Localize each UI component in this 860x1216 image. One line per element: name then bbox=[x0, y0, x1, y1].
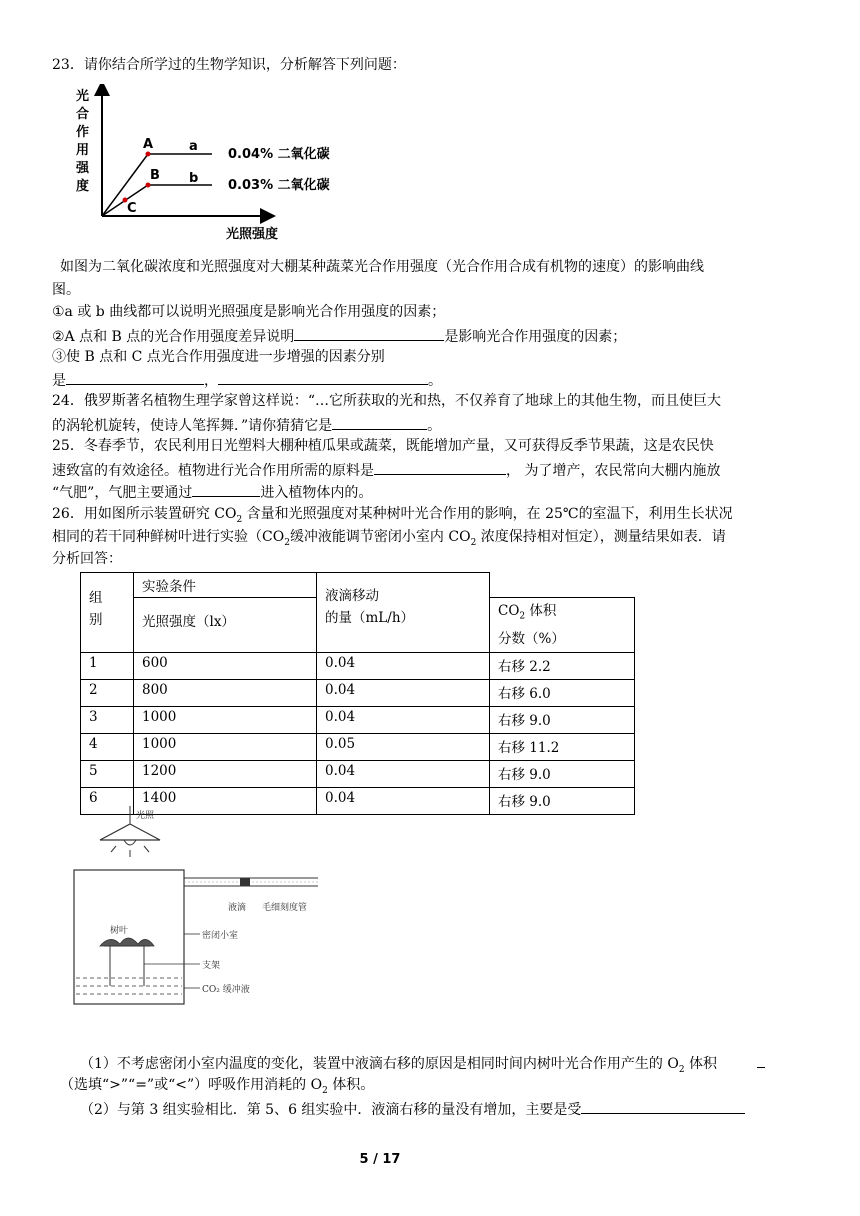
q26-line-3: 分析回答： bbox=[52, 551, 122, 567]
header-drop-2: 的量（mL/h） bbox=[325, 610, 415, 626]
q23-item-3b-post: 。 bbox=[428, 373, 442, 389]
q26-sub2 bbox=[80, 1098, 745, 1120]
cell-group: 2 bbox=[81, 679, 134, 706]
cell-co2: 右移 11.2 bbox=[490, 733, 635, 760]
cell-light: 1000 bbox=[134, 733, 317, 760]
label-light: 光照 bbox=[136, 811, 155, 821]
capillary-tube bbox=[184, 878, 318, 886]
answer-blank[interactable] bbox=[332, 414, 427, 430]
header-co2-post: 体积 bbox=[525, 603, 557, 619]
results-table bbox=[80, 572, 635, 815]
y-label-char: 作 bbox=[76, 125, 90, 140]
header-empty bbox=[490, 573, 635, 598]
label-droplet: 液滴 bbox=[228, 903, 247, 913]
cell-drop: 0.04 bbox=[317, 679, 490, 706]
subscript: 2 bbox=[519, 611, 526, 622]
header-light: 光照强度（lx） bbox=[134, 598, 317, 653]
header-group-1: 组 bbox=[89, 590, 103, 606]
legend-b: 0.03% 二氧化碳 bbox=[228, 178, 330, 193]
q25-line-3-pre: “气肥”，气肥主要通过 bbox=[52, 485, 193, 501]
point-b-dot bbox=[146, 183, 151, 188]
curve-b-label: b bbox=[189, 171, 199, 186]
table-row bbox=[81, 706, 635, 733]
cell-drop: 0.05 bbox=[317, 733, 490, 760]
answer-blank[interactable] bbox=[581, 1098, 745, 1114]
cell-co2: 右移 9.0 bbox=[490, 760, 635, 787]
q23-desc-1: 如图为二氧化碳浓度和光照强度对大棚某种蔬菜光合作用强度（光合作用合成有机物的速度）的影响曲线 bbox=[60, 259, 704, 275]
lamp-shade bbox=[100, 824, 160, 840]
y-label-char: 强 bbox=[76, 161, 90, 176]
q23-item-3b-pre: 是 bbox=[52, 373, 66, 389]
q23-desc-2: 图。 bbox=[52, 282, 80, 298]
q26-line-2 bbox=[52, 527, 726, 553]
cell-light: 600 bbox=[134, 652, 317, 679]
lamp-bulb bbox=[124, 840, 136, 845]
y-label-char: 光 bbox=[76, 89, 90, 104]
y-label-char: 合 bbox=[76, 107, 90, 122]
header-co2-pre: CO bbox=[498, 603, 520, 619]
q25-line-2-post: ， 为了增产，农民常向大棚内施放 bbox=[506, 463, 721, 479]
subscript: 2 bbox=[322, 1085, 328, 1096]
header-group bbox=[81, 573, 134, 653]
answer-blank[interactable] bbox=[218, 369, 428, 385]
page-number: 5 / 17 bbox=[359, 1152, 401, 1167]
label-chamber: 密闭小室 bbox=[202, 931, 239, 941]
answer-blank[interactable] bbox=[294, 325, 444, 341]
q26-sub2-pre: （2）与第 3 组实验相比．第 5、6 组实验中．液滴右移的量没有增加，主要是受 bbox=[80, 1102, 582, 1118]
cell-light: 1400 bbox=[134, 787, 317, 814]
light-rays bbox=[111, 846, 149, 857]
subscript: 2 bbox=[678, 1064, 685, 1075]
q23-item-2 bbox=[52, 325, 626, 347]
cell-group: 5 bbox=[81, 760, 134, 787]
q23-item-3b bbox=[52, 369, 442, 391]
y-label-char: 度 bbox=[76, 179, 90, 194]
curve-b bbox=[102, 185, 212, 216]
table-row bbox=[81, 679, 635, 706]
co2-buffer bbox=[76, 978, 182, 994]
table-row bbox=[81, 652, 635, 679]
curve-a-label: a bbox=[189, 139, 198, 154]
answer-blank[interactable] bbox=[757, 1052, 765, 1068]
q26-sub1-line-2-post: 体积。 bbox=[327, 1077, 375, 1093]
apparatus-diagram bbox=[66, 806, 356, 1016]
point-b-label: B bbox=[150, 168, 160, 183]
q24-line-2-post: 。 bbox=[427, 418, 442, 434]
cell-light: 800 bbox=[134, 679, 317, 706]
cell-co2: 右移 6.0 bbox=[490, 679, 635, 706]
cell-light: 1200 bbox=[134, 760, 317, 787]
cell-group: 4 bbox=[81, 733, 134, 760]
q26-line-2-mid: 缓冲液能调节密闭小室内 CO bbox=[289, 529, 471, 545]
q26-sub1-line-2 bbox=[60, 1075, 374, 1101]
legend-a: 0.04% 二氧化碳 bbox=[228, 147, 330, 162]
subscript: 2 bbox=[470, 537, 477, 548]
q24-line-1: 24．俄罗斯著名植物生理学家曾这样说：“…它所获取的光和热，不仅养育了地球上的其他生物，而且使巨大 bbox=[52, 393, 721, 409]
y-label-char: 用 bbox=[76, 143, 90, 158]
q25-line-2-pre: 速致富的有效途径。植物进行光合作用所需的原料是 bbox=[52, 463, 374, 479]
photosynthesis-chart bbox=[68, 84, 368, 244]
label-stand: 支架 bbox=[202, 961, 221, 971]
table-row bbox=[81, 733, 635, 760]
cell-drop: 0.04 bbox=[317, 706, 490, 733]
q25-line-1: 25．冬春季节，农民利用日光塑料大棚种植瓜果或蔬菜，既能增加产量，又可获得反季节果蔬，这是农民快 bbox=[52, 438, 714, 454]
header-group-2: 别 bbox=[89, 612, 103, 628]
header-co2-2: 分数（%） bbox=[498, 630, 565, 647]
cell-co2: 右移 9.0 bbox=[490, 787, 635, 814]
subscript: 2 bbox=[284, 537, 290, 548]
q26-line-2-post: 浓度保持相对恒定），测量结果如表．请 bbox=[476, 529, 726, 545]
q23-item-2-pre: ②A 点和 B 点的光合作用强度差异说明 bbox=[52, 329, 295, 345]
liquid-droplet bbox=[240, 878, 250, 886]
x-axis-label: 光照强度 bbox=[226, 227, 279, 242]
label-tube: 毛细刻度管 bbox=[262, 903, 308, 913]
header-co2 bbox=[490, 598, 635, 653]
q23-item-3: ③使 B 点和 C 点光合作用强度进一步增强的因素分别 bbox=[52, 349, 385, 365]
answer-blank[interactable] bbox=[66, 369, 204, 385]
q26-line-1-pre: 26．用如图所示装置研究 CO bbox=[52, 506, 237, 522]
cell-drop: 0.04 bbox=[317, 652, 490, 679]
point-a-dot bbox=[146, 152, 151, 157]
point-c-label: C bbox=[127, 201, 137, 216]
q25-line-2 bbox=[52, 459, 720, 481]
q26-sub1-post: 体积 bbox=[684, 1056, 718, 1072]
q25-line-3-post: 进入植物体内的。 bbox=[260, 485, 373, 501]
cell-co2: 右移 9.0 bbox=[490, 706, 635, 733]
cell-group: 3 bbox=[81, 706, 134, 733]
cell-light: 1000 bbox=[134, 706, 317, 733]
header-conditions: 实验条件 bbox=[134, 573, 317, 598]
cell-co2: 右移 2.2 bbox=[490, 652, 635, 679]
cell-drop: 0.04 bbox=[317, 760, 490, 787]
stand bbox=[104, 946, 150, 986]
label-buffer: CO₂ 缓冲液 bbox=[202, 985, 250, 995]
leaves bbox=[100, 938, 154, 946]
subscript: 2 bbox=[236, 514, 243, 525]
q23-item-2-post: 是影响光合作用强度的因素； bbox=[444, 329, 627, 345]
cell-drop: 0.04 bbox=[317, 787, 490, 814]
q26-line-2-pre: 相同的若干同种鲜树叶进行实验（CO bbox=[52, 529, 285, 545]
q26-sub1-pre: （1）不考虑密闭小室内温度的变化，装置中液滴右移的原因是相同时间内树叶光合作用产生的 O bbox=[80, 1056, 679, 1072]
table-row bbox=[81, 760, 635, 787]
q26-sub1-line-2-pre: （选填“>”“=”或“<”）呼吸作用消耗的 O bbox=[60, 1077, 323, 1093]
label-leaf: 树叶 bbox=[110, 926, 129, 936]
q23-title: 23．请你结合所学过的生物学知识，分析解答下列问题： bbox=[52, 57, 406, 73]
cell-group: 6 bbox=[81, 787, 134, 814]
sealed-chamber bbox=[74, 870, 184, 1004]
q23-item-1: ①a 或 b 曲线都可以说明光照强度是影响光合作用强度的因素； bbox=[52, 304, 446, 320]
answer-blank[interactable] bbox=[192, 481, 260, 497]
q26-line-1 bbox=[52, 504, 733, 530]
header-drop-1: 液滴移动 bbox=[325, 588, 379, 604]
q24-line-2 bbox=[52, 414, 441, 436]
cell-group: 1 bbox=[81, 652, 134, 679]
q25-line-3 bbox=[52, 481, 372, 503]
q26-line-1-post: 含量和光照强度对某种树叶光合作用的影响，在 25℃的室温下，利用生长状况 bbox=[242, 506, 733, 522]
header-drop bbox=[317, 573, 490, 653]
q23-item-3b-mid: ， bbox=[204, 373, 218, 389]
q24-line-2-pre: 的涡轮机旋转，使诗人笔挥舞．”请你猜猜它是 bbox=[52, 418, 333, 434]
answer-blank[interactable] bbox=[374, 459, 506, 475]
point-a-label: A bbox=[143, 137, 154, 152]
